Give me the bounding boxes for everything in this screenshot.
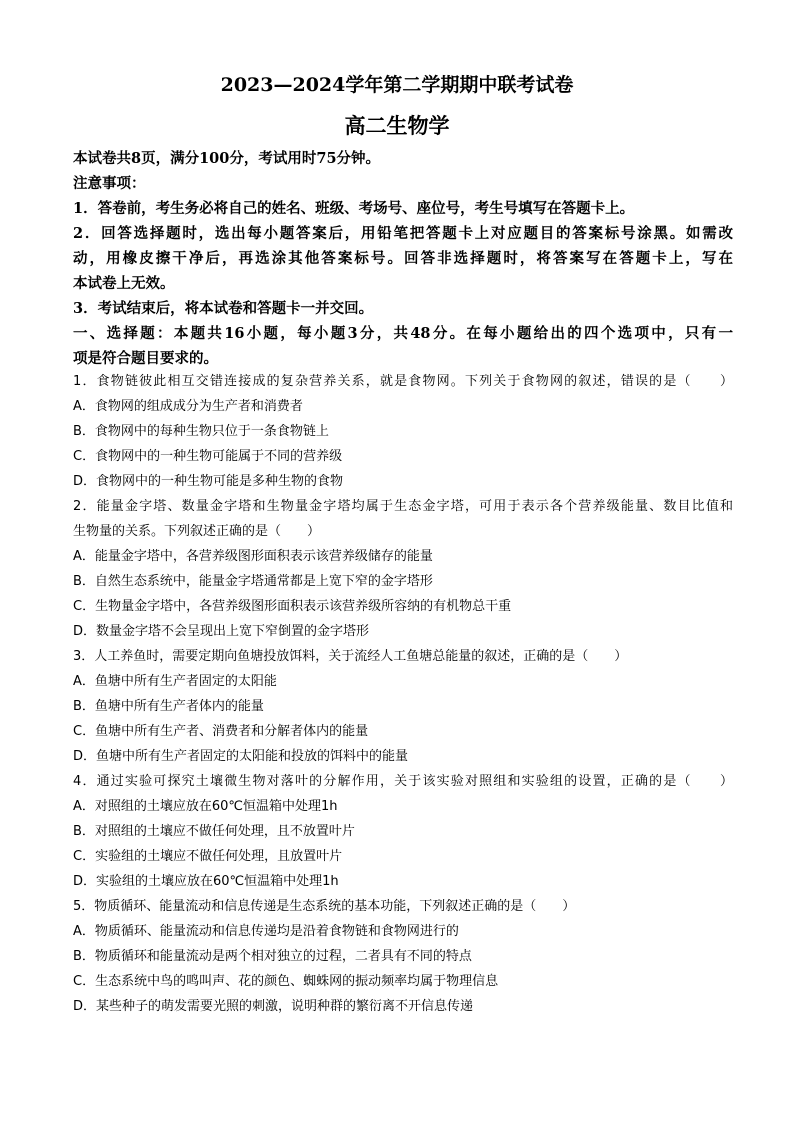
option-d: D．某些种子的萌发需要光照的刺激，说明种群的繁衍离不开信息传递 xyxy=(73,999,474,1014)
question-4 xyxy=(73,769,733,894)
section-heading-cont: 项是符合题目要求的。 xyxy=(73,350,218,367)
question-stem: 5．物质循环、能量流动和信息传递是生态系统的基本功能，下列叙述正确的是（ ） xyxy=(73,899,576,914)
option-c: C．鱼塘中所有生产者、消费者和分解者体内的能量 xyxy=(73,724,369,739)
option-b: B．物质循环和能量流动是两个相对独立的过程，二者具有不同的特点 xyxy=(73,949,472,964)
option-d: D．数量金字塔不会呈现出上宽下窄倒置的金字塔形 xyxy=(73,624,370,639)
option-c: C．食物网中的一种生物可能属于不同的营养级 xyxy=(73,449,343,464)
exam-meta: 本试卷共8页，满分100分，考试用时75分钟。 xyxy=(73,150,381,167)
question-1 xyxy=(73,369,733,494)
option-b: B．自然生态系统中，能量金字塔通常都是上宽下窄的金字塔形 xyxy=(73,574,433,589)
option-a: A．对照组的土壤应放在60℃恒温箱中处理1h xyxy=(73,799,338,814)
option-a: A．能量金字塔中，各营养级图形面积表示该营养级储存的能量 xyxy=(73,549,433,564)
section-heading: 一、选择题：本题共16小题，每小题3分，共48分。在每小题给出的四个选项中，只有一 xyxy=(73,325,733,342)
option-a: A．食物网的组成成分为生产者和消费者 xyxy=(73,399,303,414)
question-stem: 1．食物链彼此相互交错连接成的复杂营养关系，就是食物网。下列关于食物网的叙述，错误的是（ ） xyxy=(73,374,733,389)
rule-line: 本试卷上无效。 xyxy=(73,275,175,292)
option-d: D．鱼塘中所有生产者固定的太阳能和投放的饵料中的能量 xyxy=(73,749,409,764)
exam-subject: 高二生物学 xyxy=(344,113,450,138)
notice-heading: 注意事项： xyxy=(73,175,146,192)
rule-line: 3．考试结束后，将本试卷和答题卡一并交回。 xyxy=(73,300,374,317)
option-d: D．食物网中的一种生物可能是多种生物的食物 xyxy=(73,474,344,489)
question-stem: 2．能量金字塔、数量金字塔和生物量金字塔均属于生态金字塔，可用于表示各个营养级能量、数目比值和 xyxy=(73,499,733,514)
exam-instructions xyxy=(73,146,733,371)
question-list xyxy=(73,369,733,1019)
question-stem: 4．通过实验可探究土壤微生物对落叶的分解作用，关于该实验对照组和实验组的设置，正确的是（ ） xyxy=(73,774,733,789)
option-c: C．生态系统中鸟的鸣叫声、花的颜色、蜘蛛网的振动频率均属于物理信息 xyxy=(73,974,499,989)
option-a: A．物质循环、能量流动和信息传递均是沿着食物链和食物网进行的 xyxy=(73,924,459,939)
exam-title: 2023—2024学年第二学期期中联考试卷 xyxy=(220,74,574,96)
rule-line: 2．回答选择题时，选出每小题答案后，用铅笔把答题卡上对应题目的答案标号涂黑。如需改 xyxy=(73,225,733,242)
option-b: B．对照组的土壤应不做任何处理，且不放置叶片 xyxy=(73,824,355,839)
option-b: B．食物网中的每种生物只位于一条食物链上 xyxy=(73,424,329,439)
option-c: C．实验组的土壤应不做任何处理，且放置叶片 xyxy=(73,849,343,864)
question-2 xyxy=(73,494,733,644)
option-a: A．鱼塘中所有生产者固定的太阳能 xyxy=(73,674,277,689)
question-stem: 3．人工养鱼时，需要定期向鱼塘投放饵料，关于流经人工鱼塘总能量的叙述，正确的是（ ） xyxy=(73,649,628,664)
rule-line: 动，用橡皮擦干净后，再选涂其他答案标号。回答非选择题时，将答案写在答题卡上，写在 xyxy=(73,250,733,267)
option-d: D．实验组的土壤应放在60℃恒温箱中处理1h xyxy=(73,874,339,889)
option-b: B．鱼塘中所有生产者体内的能量 xyxy=(73,699,264,714)
rule-line: 1．答卷前，考生务必将自己的姓名、班级、考场号、座位号，考生号填写在答题卡上。 xyxy=(73,200,635,217)
option-c: C．生物量金字塔中，各营养级图形面积表示该营养级所容纳的有机物总干重 xyxy=(73,599,512,614)
question-5 xyxy=(73,894,733,1019)
question-stem: 生物量的关系。下列叙述正确的是（ ） xyxy=(73,524,321,539)
question-3 xyxy=(73,644,733,769)
